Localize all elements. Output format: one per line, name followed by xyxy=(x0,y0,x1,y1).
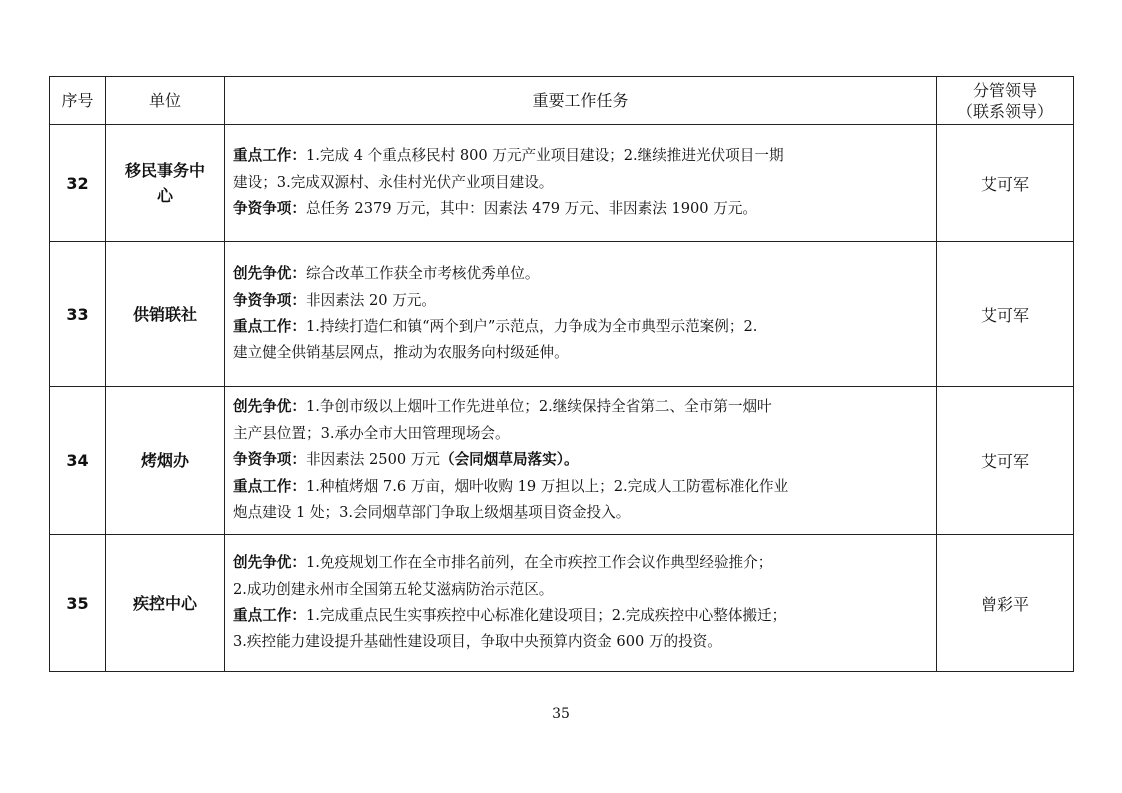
task-line xyxy=(233,421,928,447)
table-header-row xyxy=(50,77,1074,125)
task-text: 总任务 2379 万元，其中：因素法 479 万元、非因素法 1900 万元。 xyxy=(305,200,758,218)
task-line xyxy=(233,447,928,473)
task-category-label: 创先争优： xyxy=(233,398,306,416)
task-text: 1.免疫规划工作在全市排名前列，在全市疾控工作会议作典型经验推介； xyxy=(305,554,773,572)
task-category-label: 争资争项： xyxy=(233,291,306,309)
task-text: 1.种植烤烟 7.6 万亩，烟叶收购 19 万担以上；2.完成人工防雹标准化作业 xyxy=(305,477,789,495)
task-text: 1.完成重点民生实事疾控中心标准化建设项目；2.完成疾控中心整体搬迁； xyxy=(305,607,787,624)
row-leader: 艾可军 xyxy=(937,387,1074,535)
table-row xyxy=(50,535,1074,672)
task-text: 非因素法 2500 万元 xyxy=(305,451,440,469)
row-number: 33 xyxy=(50,242,106,387)
task-category-label: 重点工作： xyxy=(233,147,306,165)
task-text: 建立健全供销基层网点，推动为农服务向村级延伸。 xyxy=(233,344,569,362)
task-line xyxy=(233,340,928,366)
task-category-label: 争资争项： xyxy=(233,451,306,469)
table-row xyxy=(50,387,1074,535)
task-line xyxy=(233,143,928,169)
task-text: 1.完成 4 个重点移民村 800 万元产业项目建设；2.继续推进光伏项目一期 xyxy=(305,147,784,165)
task-line xyxy=(233,170,928,196)
task-line xyxy=(233,314,928,340)
header-lead-line1: 分管领导 xyxy=(972,80,1037,100)
row-unit: 疾控中心 xyxy=(106,535,225,672)
row-leader: 艾可军 xyxy=(937,242,1074,387)
task-category-label: 争资争项： xyxy=(233,200,306,218)
header-no: 序号 xyxy=(50,77,106,125)
task-text: 1.持续打造仁和镇“两个到户”示范点，力争成为全市典型示范案例；2. xyxy=(305,318,758,335)
row-tasks xyxy=(225,125,937,242)
task-line xyxy=(233,500,928,526)
row-number: 34 xyxy=(50,387,106,535)
row-unit: 移民事务中心 xyxy=(106,125,225,242)
row-unit: 供销联社 xyxy=(106,242,225,387)
task-line xyxy=(233,196,928,222)
header-unit: 单位 xyxy=(106,77,225,125)
task-category-label: 重点工作： xyxy=(233,318,306,335)
header-task: 重要工作任务 xyxy=(225,77,937,125)
task-line xyxy=(233,550,928,576)
task-category-label: 重点工作： xyxy=(233,477,306,495)
task-line xyxy=(233,261,928,287)
task-text: 炮点建设 1 处；3.会同烟草部门争取上级烟基项目资金投入。 xyxy=(233,504,631,522)
row-leader: 艾可军 xyxy=(937,125,1074,242)
task-text: 1.争创市级以上烟叶工作先进单位；2.继续保持全省第二、全市第一烟叶 xyxy=(305,398,772,416)
task-text: 非因素法 20 万元。 xyxy=(305,291,436,309)
task-line xyxy=(233,629,928,655)
row-tasks xyxy=(225,242,937,387)
row-leader: 曾彩平 xyxy=(937,535,1074,672)
task-text: 3.疾控能力建设提升基础性建设项目，争取中央预算内资金 600 万的投资。 xyxy=(233,633,722,651)
table-row xyxy=(50,242,1074,387)
task-text: 综合改革工作获全市考核优秀单位。 xyxy=(305,265,540,283)
task-text: 建设；3.完成双源村、永佳村光伏产业项目建设。 xyxy=(233,173,554,191)
task-line xyxy=(233,288,928,314)
task-category-label: 重点工作： xyxy=(233,607,306,624)
work-task-table xyxy=(49,76,1074,672)
page-number: 35 xyxy=(552,706,570,722)
row-tasks xyxy=(225,535,937,672)
task-text: 2.成功创建永州市全国第五轮艾滋病防治示范区。 xyxy=(233,580,554,598)
row-unit: 烤烟办 xyxy=(106,387,225,535)
task-line xyxy=(233,577,928,603)
table-row xyxy=(50,125,1074,242)
task-note-bold: （会同烟草局落实）。 xyxy=(439,451,579,469)
header-lead xyxy=(937,77,1074,125)
header-lead-line2: （联系领导） xyxy=(956,101,1053,121)
task-line xyxy=(233,603,928,629)
row-tasks xyxy=(225,387,937,535)
row-number: 32 xyxy=(50,125,106,242)
task-line xyxy=(233,394,928,420)
task-category-label: 创先争优： xyxy=(233,265,306,283)
task-text: 主产县位置；3.承办全市大田管理现场会。 xyxy=(233,424,510,442)
row-number: 35 xyxy=(50,535,106,672)
task-category-label: 创先争优： xyxy=(233,554,306,572)
task-line xyxy=(233,474,928,500)
